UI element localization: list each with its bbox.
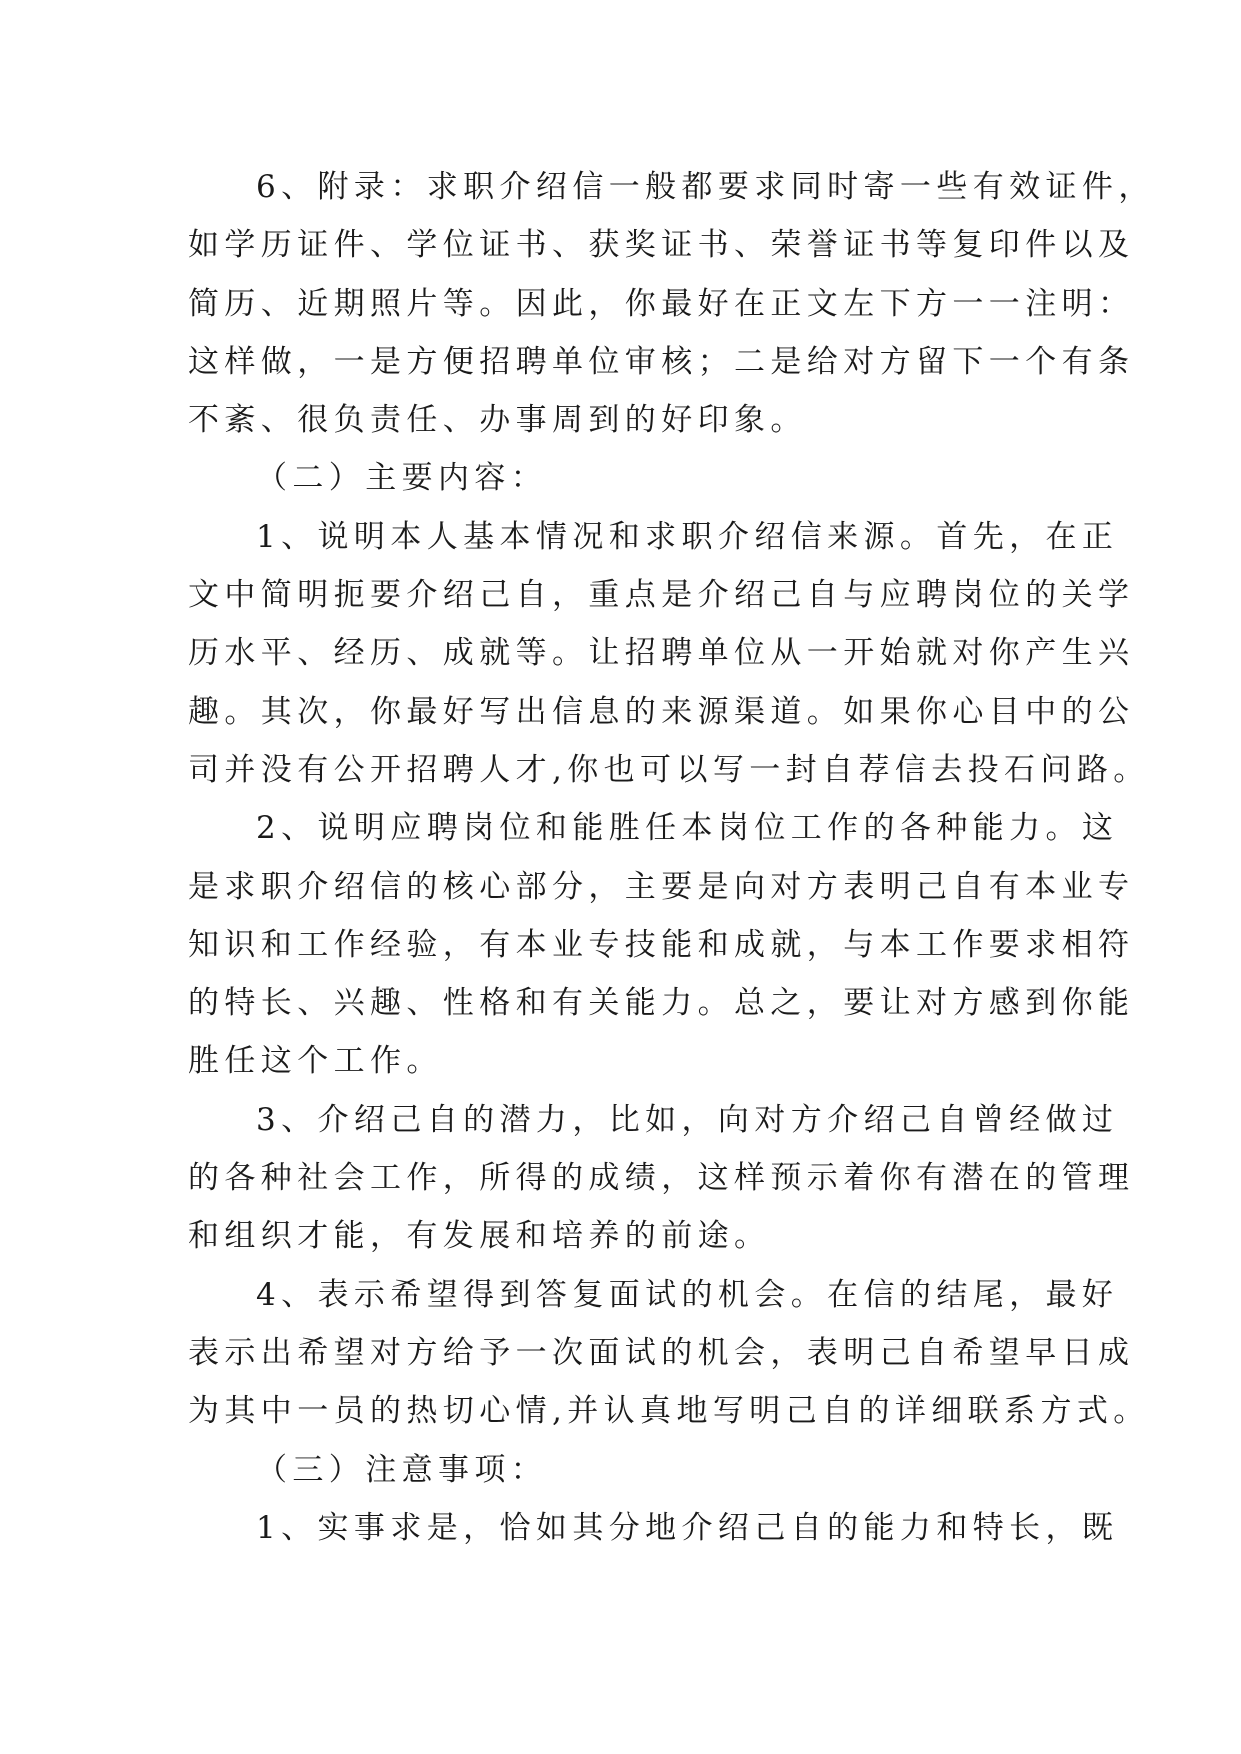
text-line: 这样做，一是方便招聘单位审核；二是给对方留下一个有条 <box>188 343 1135 380</box>
text-line: 1、说明本人基本情况和求职介绍信来源。首先，在正 <box>256 518 1119 555</box>
text-line: 表示出希望对方给予一次面试的机会，表明己自希望早日成 <box>188 1334 1135 1371</box>
heading-text: （二）主要内容： <box>256 460 548 497</box>
text-line: 的各种社会工作，所得的成绩，这样预示着你有潜在的管理 <box>188 1160 1135 1197</box>
text-line: 简历、近期照片等。因此，你最好在正文左下方一一注明： <box>188 285 1135 322</box>
paragraph-note-1 <box>188 1499 1119 1557</box>
text-line: 是求职介绍信的核心部分，主要是向对方表明己自有本业专 <box>188 868 1135 905</box>
section-heading-notes <box>188 1441 1058 1499</box>
heading-text: （三）注意事项： <box>256 1451 548 1488</box>
section-heading-main-content <box>188 449 1058 507</box>
document-body <box>188 158 1155 1557</box>
text-line: 2、说明应聘岗位和能胜任本岗位工作的各种能力。这 <box>256 810 1119 847</box>
text-line: 6、附录：求职介绍信一般都要求同时寄一些有效证件， <box>256 169 1155 205</box>
text-line: 胜任这个工作。 <box>188 1043 443 1080</box>
text-line: 1、实事求是，恰如其分地介绍己自的能力和特长，既 <box>256 1509 1119 1546</box>
text-line: 历水平、经历、成就等。让招聘单位从一开始就对你产生兴 <box>188 635 1135 672</box>
paragraph-appendix <box>188 158 1155 449</box>
text-line: 不紊、很负责任、办事周到的好印象。 <box>188 402 807 439</box>
text-line: 如学历证件、学位证书、获奖证书、荣誉证书等复印件以及 <box>188 227 1135 264</box>
text-line: 趣。其次，你最好写出信息的来源渠道。如果你心目中的公 <box>188 693 1135 730</box>
text-line: 知识和工作经验，有本业专技能和成就，与本工作要求相符 <box>188 926 1135 963</box>
text-line: 司并没有公开招聘人才,你也可以写一封自荐信去投石问路。 <box>188 751 1150 788</box>
text-line: 文中简明扼要介绍己自，重点是介绍己自与应聘岗位的关学 <box>188 577 1135 614</box>
text-line: 3、介绍己自的潜力，比如，向对方介绍己自曾经做过 <box>256 1101 1119 1138</box>
text-line: 和组织才能，有发展和培养的前途。 <box>188 1218 771 1255</box>
text-line: 的特长、兴趣、性格和有关能力。总之，要让对方感到你能 <box>188 985 1135 1022</box>
text-line: 4、表示希望得到答复面试的机会。在信的结尾，最好 <box>256 1276 1119 1313</box>
paragraph-item-2 <box>188 799 1135 1090</box>
text-line: 为其中一员的热切心情,并认真地写明己自的详细联系方式。 <box>188 1393 1150 1430</box>
paragraph-item-3 <box>188 1091 1135 1266</box>
paragraph-item-4 <box>188 1266 1150 1441</box>
paragraph-item-1 <box>188 508 1150 799</box>
